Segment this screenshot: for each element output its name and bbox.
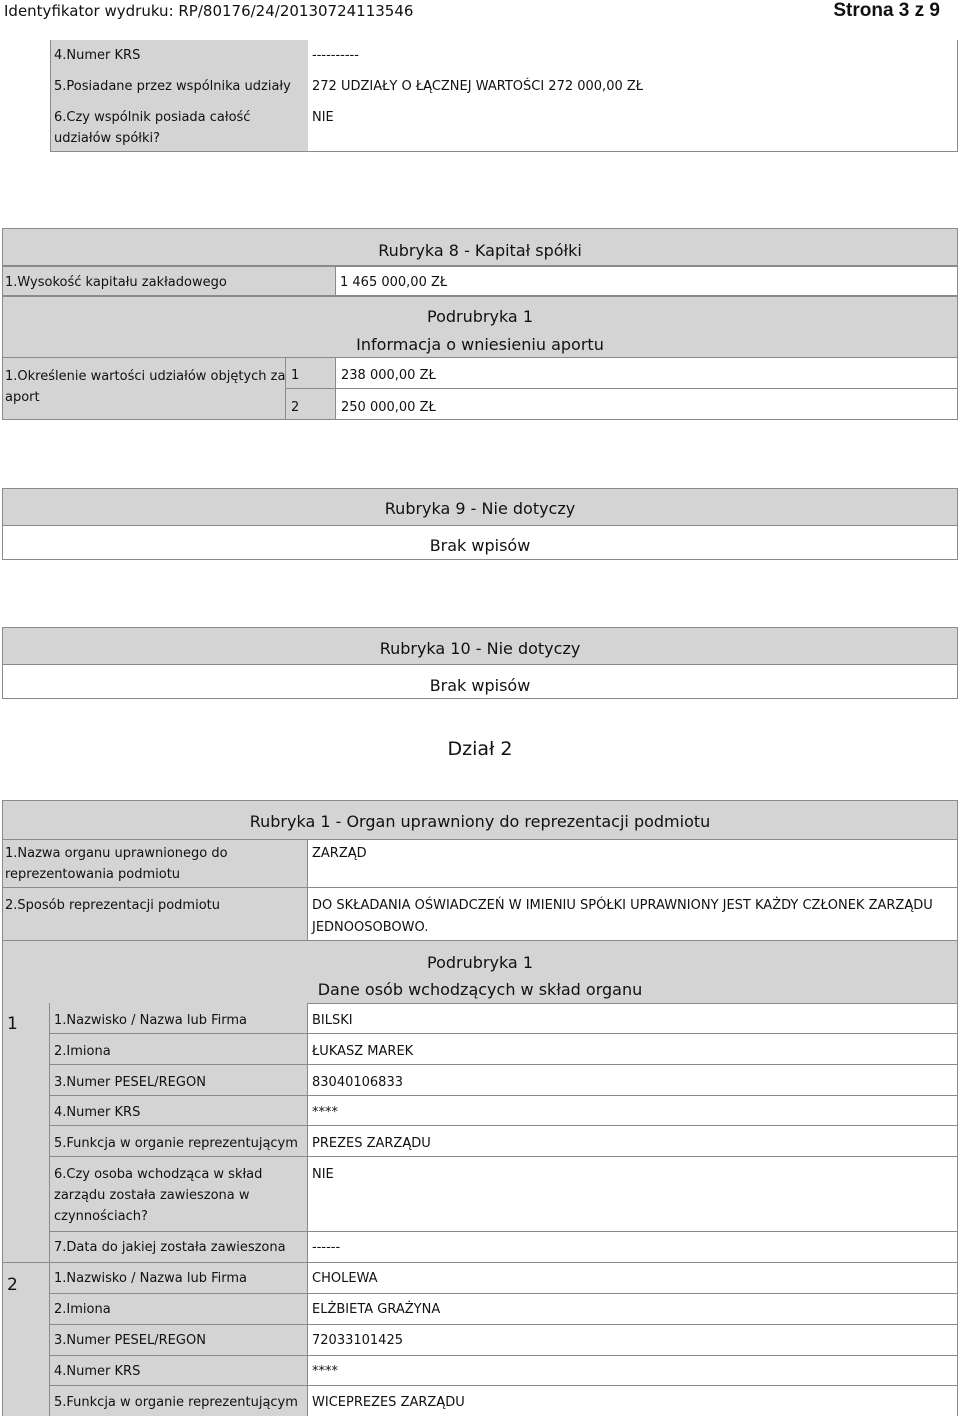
- person-1-function: PREZES ZARZĄDU: [312, 1136, 431, 1151]
- partner-shares-label: 5.Posiadane przez wspólnika udziały: [54, 79, 291, 94]
- rubric-9-body: [2, 525, 958, 560]
- person-2-krs-label: 4.Numer KRS: [54, 1364, 141, 1379]
- person-2-krs: ****: [312, 1364, 338, 1379]
- partner-all-shares-value: NIE: [312, 110, 334, 125]
- aport-label-2: aport: [5, 390, 40, 405]
- capital-label-cell: [2, 266, 336, 296]
- rubric-8-header: [2, 228, 958, 266]
- person-1-date-label: 7.Data do jakiej została zawieszona: [54, 1240, 286, 1255]
- person-1-num: 1: [7, 1014, 18, 1034]
- page-number: Strona 3 z 9: [833, 0, 940, 21]
- partner-all-shares-label-2: udziałów spółki?: [54, 131, 161, 146]
- method-label-cell: [2, 887, 308, 941]
- rubric-10-header: [2, 627, 958, 665]
- organ-label-2: reprezentowania podmiotu: [5, 867, 181, 882]
- person-1-pesel-label: 3.Numer PESEL/REGON: [54, 1075, 206, 1090]
- person-1-suspended: NIE: [312, 1167, 334, 1182]
- person-2-pesel: 72033101425: [312, 1333, 403, 1348]
- person-1-suspended-label: 6.Czy osoba wchodząca w skład: [54, 1167, 263, 1182]
- partner-table: [50, 40, 958, 152]
- person-2-surname-label: 1.Nazwisko / Nazwa lub Firma: [54, 1271, 247, 1286]
- method-value-cell: [307, 887, 958, 941]
- method-value-2: JEDNOOSOBOWO.: [312, 920, 429, 935]
- rubric-10-empty: Brak wpisów: [429, 676, 531, 695]
- method-value: DO SKŁADANIA OŚWIADCZEŃ W IMIENIU SPÓŁKI UPRAWNIONY JEST KAŻDY CZŁONEK ZARZĄDU: [312, 898, 933, 913]
- persons-subrubric-subtitle: Dane osób wchodzących w skład organu: [317, 980, 643, 999]
- partner-shares-value: 272 UDZIAŁY O ŁĄCZNEJ WARTOŚCI 272 000,00 ZŁ: [312, 79, 644, 94]
- persons-table: [2, 1003, 958, 1416]
- partner-krs-value: ----------: [312, 48, 359, 63]
- person-1-krs: ****: [312, 1105, 338, 1120]
- person-1-pesel: 83040106833: [312, 1075, 403, 1090]
- rubric-9-header: [2, 488, 958, 526]
- capital-value: 1 465 000,00 ZŁ: [340, 275, 448, 290]
- aport-row-1-value: 238 000,00 ZŁ: [341, 368, 436, 383]
- person-1-suspended-label-3: czynnościach?: [54, 1209, 148, 1224]
- person-2-function-label: 5.Funkcja w organie reprezentującym: [54, 1395, 298, 1410]
- section-2-rubric-1-header: [2, 800, 958, 840]
- persons-subrubric-title: Podrubryka 1: [427, 953, 533, 972]
- rubric-8-title: Rubryka 8 - Kapitał spółki: [378, 241, 582, 260]
- aport-label: 1.Określenie wartości udziałów objętych za: [5, 369, 286, 384]
- person-1-date: ------: [312, 1240, 341, 1255]
- print-identifier: Identyfikator wydruku: RP/80176/24/20130724113546: [4, 2, 414, 20]
- aport-subrubric-header: [2, 296, 958, 358]
- person-1-names: ŁUKASZ MAREK: [312, 1044, 414, 1059]
- method-label: 2.Sposób reprezentacji podmiotu: [5, 898, 220, 913]
- rubric-9-empty: Brak wpisów: [429, 536, 531, 555]
- person-2-num: 2: [7, 1275, 18, 1295]
- organ-value: ZARZĄD: [312, 846, 367, 861]
- person-1-suspended-label-2: zarządu została zawieszona w: [54, 1188, 250, 1203]
- person-2-names-label: 2.Imiona: [54, 1302, 111, 1317]
- organ-label: 1.Nazwa organu uprawnionego do: [5, 846, 228, 861]
- person-1-surname: BILSKI: [312, 1013, 353, 1028]
- aport-values: [285, 357, 958, 420]
- partner-krs-label: 4.Numer KRS: [54, 48, 141, 63]
- person-1-names-label: 2.Imiona: [54, 1044, 111, 1059]
- person-1-function-label: 5.Funkcja w organie reprezentującym: [54, 1136, 298, 1151]
- aport-row-2-num: 2: [291, 400, 300, 415]
- person-2-pesel-label: 3.Numer PESEL/REGON: [54, 1333, 206, 1348]
- person-num-column: [2, 1003, 50, 1416]
- aport-row-2-value: 250 000,00 ZŁ: [341, 400, 436, 415]
- persons-subrubric-header: [2, 940, 958, 1004]
- aport-subrubric-title: Podrubryka 1: [427, 307, 533, 326]
- person-1-krs-label: 4.Numer KRS: [54, 1105, 141, 1120]
- rubric-9-title: Rubryka 9 - Nie dotyczy: [384, 499, 576, 518]
- capital-value-cell: [335, 266, 958, 296]
- partner-all-shares-label: 6.Czy wspólnik posiada całość: [54, 110, 251, 125]
- rubric-10-body: [2, 664, 958, 699]
- person-2-surname: CHOLEWA: [312, 1271, 378, 1286]
- person-2-names: ELŻBIETA GRAŻYNA: [312, 1302, 441, 1317]
- section-2-title: Dział 2: [447, 738, 513, 760]
- rubric-10-title: Rubryka 10 - Nie dotyczy: [379, 639, 581, 658]
- capital-label: 1.Wysokość kapitału zakładowego: [5, 275, 227, 290]
- person-1-surname-label: 1.Nazwisko / Nazwa lub Firma: [54, 1013, 247, 1028]
- section-2-rubric-1-title: Rubryka 1 - Organ uprawniony do reprezentacji podmiotu: [249, 812, 711, 831]
- organ-value-cell: [307, 839, 958, 888]
- aport-row-1-num: 1: [291, 368, 300, 383]
- person-2-function: WICEPREZES ZARZĄDU: [312, 1395, 465, 1410]
- aport-subrubric-subtitle: Informacja o wniesieniu aportu: [356, 335, 604, 354]
- organ-label-cell: [2, 839, 308, 888]
